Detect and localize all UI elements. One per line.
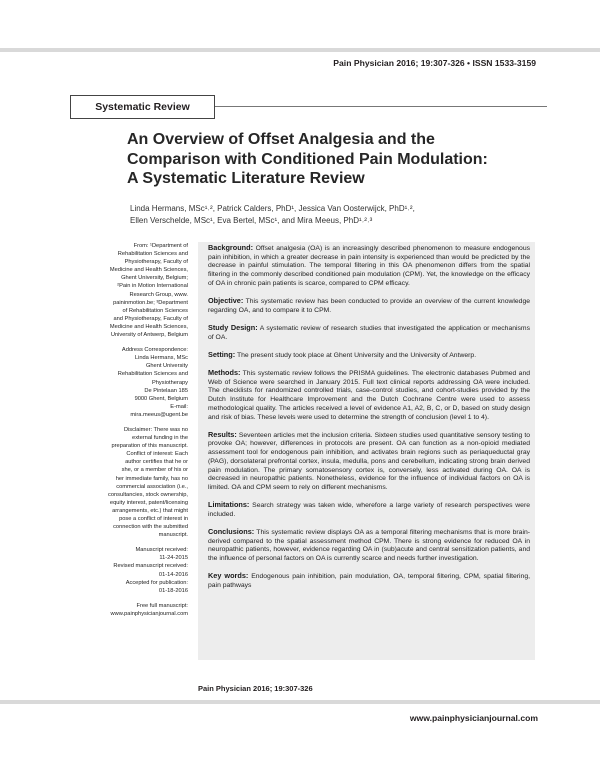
abstract-background: Background: Offset analgesia (OA) is an increasingly described phenomenon to measure endogenous pain inhibition, in which a greater decrease in pain intensity is experienced than would be predicted by the decrease in painful stimulation. The temporal filtering in this OA phenomenon differs from the spatial filtering in the commonly described conditioned pain modulation (CPM). Yet, the knowledge on the efficacy of OA in chronic pain patients is scarce, compared to CPM efficacy. bbox=[208, 243, 530, 287]
author-list bbox=[130, 203, 550, 227]
email-link[interactable]: mira.meeus@ugent.be bbox=[130, 411, 188, 418]
title-line: A Systematic Literature Review bbox=[127, 170, 365, 187]
abstract-methods: Methods: This systematic review follows the PRISMA guidelines. The electronic databases Pubmed and Web of Science were searched in January 2015. Full text clinical reports addressing OA were included. The checklists for randomized controlled trials, case-control studies, and cohort-studies provided by the Dutch Institute for Healthcare Improvement and the Dutch Cochrane Centre were used to assess methodological quality. The articles received a level of evidence A1, A2, B, C, or D, based on study design and risk of bias. These levels were used to determine the strength of conclusion (level 1 to 4). bbox=[208, 368, 531, 421]
section-label-box bbox=[70, 95, 215, 119]
abstract-setting: Setting: The present study took place at Ghent University and the University of Antwerp. bbox=[208, 349, 477, 359]
article-sidebar bbox=[64, 242, 188, 625]
title-line: An Overview of Offset Analgesia and the bbox=[127, 131, 435, 148]
abstract bbox=[208, 244, 530, 599]
disclaimer: Disclaimer: There was no external funding in the preparation of this manuscript. Conflict of interest: Each author certifies that he or she, or a member of his or her immediate family, has no commercial association (i.e., consultancies, stock ownership, equity interest, patent/licensing arrangements, etc.) that might pose a conflict of interest in connection with the submitted manuscript. bbox=[108, 426, 188, 539]
authors-line: Ellen Verschelde, MSc¹, Eva Bertel, MSc¹, and Mira Meeus, PhD¹˒²˒³ bbox=[130, 216, 373, 225]
section-label: Systematic Review bbox=[95, 101, 190, 113]
abstract-citation: Pain Physician 2016; 19:307-326 bbox=[198, 684, 313, 693]
affiliations: From: ¹Department of Rehabilitation Sciences and Physiotherapy, Faculty of Medicine and Health Sciences, Ghent University, Belgium; ²Pain in Motion International Research Group, www. paininmotion.be; ³Department of Rehabilitation Sciences and Physiotherapy, Faculty of Medicine and Health Sciences, University of Antwerp, Belgium bbox=[109, 243, 188, 339]
manuscript-link[interactable]: www.painphysicianjournal.com bbox=[110, 610, 188, 617]
manuscript-dates: Manuscript received: 11-24-2015 Revised manuscript received: 01-14-2016 Accepted for publication: 01-18-2016 bbox=[113, 547, 188, 594]
free-manuscript: Free full manuscript: www.painphysicianjournal.com bbox=[64, 602, 188, 618]
article-title bbox=[127, 130, 547, 189]
abstract-results: Results: Seventeen articles met the inclusion criteria. Sixteen studies used quantitative sensory testing to provoke OA; however, differences in protocols are present. OA can function as a non-opioid mediated assessment tool for endogenous pain inhibition, and activates brain regions such as periaqueductal gray (PAG), dorsolateral prefrontal cortex, insula, medulla, pons and cerebellum, indicating strong brain derived pain modulation. The primary somatosensory cortex is, conversely, less activated during OA. OA is decreased in neuropathic patients. Nonetheless, evidence for the influence of individual factors on OA is limited. OA and CPM seem to rely on different mechanisms. bbox=[208, 429, 531, 491]
section-rule bbox=[215, 106, 547, 107]
title-line: Comparison with Conditioned Pain Modulation: bbox=[127, 150, 488, 168]
header-bar bbox=[0, 48, 600, 52]
abstract-study-design: Study Design: A systematic review of research studies that investigated the application or mechanisms of OA. bbox=[208, 322, 530, 341]
footer-url-link[interactable]: www.painphysicianjournal.com bbox=[409, 713, 538, 723]
abstract-objective: Objective: This systematic review has been conducted to provide an overview of the current knowledge regarding OA, and to compare it to CPM. bbox=[208, 296, 531, 314]
abstract-limitations: Limitations: Search strategy was taken wide, wherefore a large variety of research perspectives were included. bbox=[208, 500, 531, 518]
abstract-keywords: Key words: Endogenous pain inhibition, pain modulation, OA, temporal filtering, CPM, spatial filtering, pain pathways bbox=[208, 571, 530, 590]
correspondence-address: Address Correspondence: Linda Hermans, MSc Ghent University Rehabilitation Sciences and Physiotherapy De Pintelaan 185 9000 Ghent, Belgium E-mail: mira.meeus@ugent.be bbox=[64, 346, 188, 419]
abstract-conclusions: Conclusions: This systematic review displays OA as a temporal filtering mechanisms that is more brain-derived compared to the spatial assessment method CPM. There is strong evidence for reduced OA in neuropathic patients, however, evidence regarding OA in (sub)acute and central sensitization patients, and the influence of personal factors on OA is currently scarce and needs further investigation. bbox=[208, 527, 530, 563]
footer-bar bbox=[0, 700, 600, 704]
journal-reference: Pain Physician 2016; 19:307-326 • ISSN 1533-3159 bbox=[333, 58, 536, 68]
authors-line: Linda Hermans, MSc¹˒², Patrick Calders, PhD¹, Jessica Van Oosterwijck, PhD¹˒², bbox=[130, 204, 415, 213]
